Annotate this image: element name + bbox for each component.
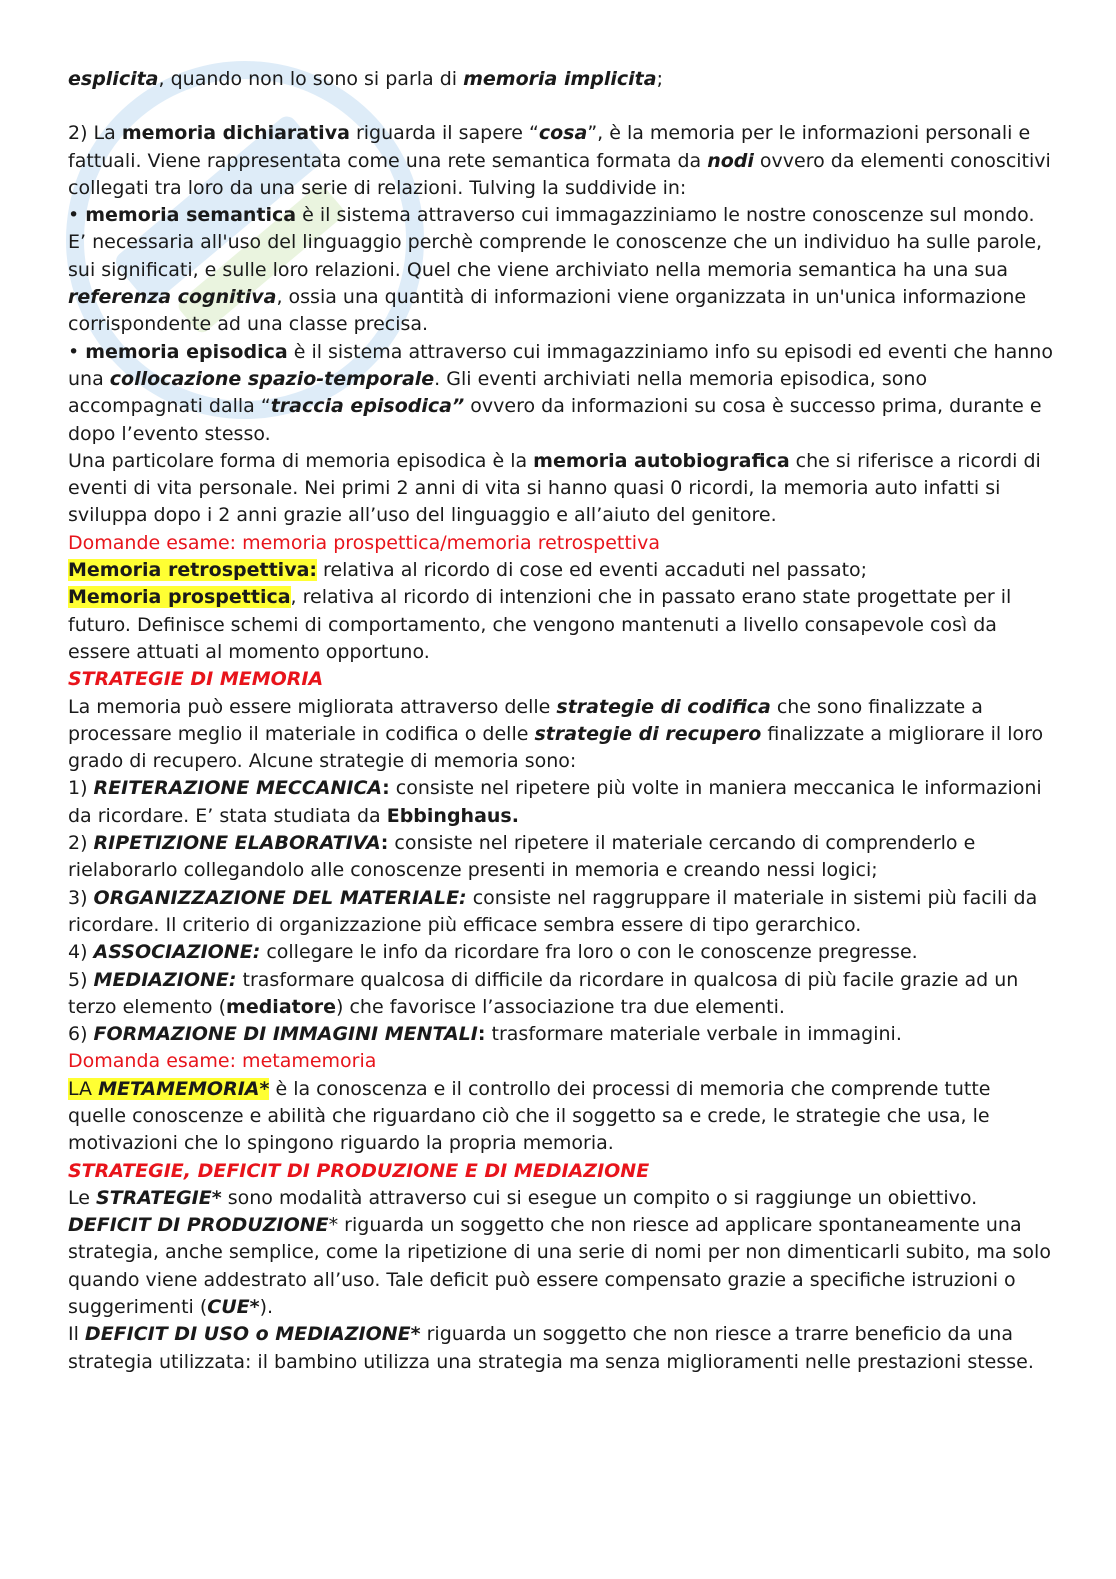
paragraph-strategie-definizione: Le STRATEGIE* sono modalità attraverso cui si esegue un compito o si raggiunge un obiettivo. [68,1186,978,1209]
document-page [68,66,1053,1376]
paragraph-implicita: esplicita, quando non lo sono si parla di memoria implicita; [68,68,663,90]
heading-strategie-deficit: STRATEGIE, DEFICIT DI PRODUZIONE E DI MEDIAZIONE [68,1159,650,1182]
list-item-mediazione: 5) MEDIAZIONE: trasformare qualcosa di difficile da ricordare in qualcosa di più facile grazie ad un terzo elemento (mediatore) che favorisce l’associazione tra due elementi. [68,968,1019,1018]
paragraph-gap [68,93,1053,120]
paragraph-memoria-retrospettiva: Memoria retrospettiva: relativa al ricordo di cose ed eventi accaduti nel passato; [68,559,868,582]
list-item-organizzazione: 3) ORGANIZZAZIONE DEL MATERIALE: consiste nel raggruppare il materiale in sistemi più facili da ricordare. Il criterio di organizzazione più efficace sembra essere di tipo gerarchico. [68,886,1038,936]
heading-strategie-memoria: STRATEGIE DI MEMORIA [68,668,324,691]
paragraph-memoria-prospettica: Memoria prospettica, relativa al ricordo di intenzioni che in passato erano state progettate per il futuro. Definisce schemi di comportamento, che vengono mantenuti a livello consapevole così da essere attuati al momento opportuno. [68,586,1012,663]
exam-question-prospettica: Domande esame: memoria prospettica/memoria retrospettiva [68,531,660,554]
paragraph-metamemoria: LA METAMEMORIA* è la conoscenza e il controllo dei processi di memoria che comprende tutte quelle conoscenze e abilità che riguardano ciò che il soggetto sa e crede, le strategie che usa, le motivazioni che lo spingono riguardo la propria memoria. [68,1077,991,1155]
bullet-memoria-semantica: • memoria semantica è il sistema attraverso cui immagazziniamo le nostre conoscenze sul mondo. E’ necessaria all'uso del linguaggio perchè comprende le conoscenze che un individuo ha sulle parole, sui significati, e sulle loro relazioni. Quel che viene archiviato nella memoria semantica ha una sua referenza cognitiva, ossia una quantità di informazioni viene organizzata in un'unica informazione corrispondente ad una classe precisa. [68,204,1043,336]
list-item-reiterazione: 1) REITERAZIONE MECCANICA: consiste nel ripetere più volte in maniera meccanica le informazioni da ricordare. E’ stata studiata da Ebbinghaus. [68,777,1042,827]
exam-question-metamemoria: Domanda esame: metamemoria [68,1050,377,1073]
list-item-associazione: 4) ASSOCIAZIONE: collegare le info da ricordare fra loro o con le conoscenze pregresse. [68,941,918,964]
paragraph-memoria-autobiografica: Una particolare forma di memoria episodica è la memoria autobiografica che si riferisce a ricordi di eventi di vita personale. Nei primi 2 anni di vita si hanno quasi 0 ricordi, la memoria auto infatti si sviluppa dopo i 2 anni grazie all’uso del linguaggio e all’aiuto del genitore. [68,449,1041,527]
paragraph-strategie-intro: La memoria può essere migliorata attraverso delle strategie di codifica che sono finalizzate a processare meglio il materiale in codifica o delle strategie di recupero finalizzate a migliorare il loro grado di recupero. Alcune strategie di memoria sono: [68,695,1044,773]
list-item-ripetizione: 2) RIPETIZIONE ELABORATIVA: consiste nel ripetere il materiale cercando di comprenderlo e rielaborarlo collegandolo alle conoscenze presenti in memoria e creando nessi logici; [68,832,976,882]
bullet-memoria-episodica: • memoria episodica è il sistema attraverso cui immagazziniamo info su episodi ed eventi che hanno una collocazione spazio-temporale. Gli eventi archiviati nella memoria episodica, sono accompagnati dalla “traccia episodica” ovvero da informazioni su cosa è successo prima, durante e dopo l’evento stesso. [68,340,1053,445]
paragraph-deficit-produzione: DEFICIT DI PRODUZIONE* riguarda un soggetto che non riesce ad applicare spontaneamente una strategia, anche semplice, come la ripetizione di una serie di nomi per non dimenticarli subito, ma solo quando viene addestrato all’uso. Tale deficit può essere compensato grazie a specifiche istruzioni o suggerimenti (CUE*). [68,1214,1051,1319]
paragraph-deficit-mediazione: Il DEFICIT DI USO o MEDIAZIONE* riguarda un soggetto che non riesce a trarre beneficio da una strategia utilizzata: il bambino utilizza una strategia ma senza miglioramenti nelle prestazioni stesse. [68,1323,1034,1373]
paragraph-memoria-dichiarativa: 2) La memoria dichiarativa riguarda il sapere “cosa”, è la memoria per le informazioni personali e fattuali. Viene rappresentata come una rete semantica formata da nodi ovvero da elementi conoscitivi collegati tra loro da una serie di relazioni. Tulving la suddivide in: [68,122,1051,199]
list-item-immagini-mentali: 6) FORMAZIONE DI IMMAGINI MENTALI: trasformare materiale verbale in immagini. [68,1023,902,1046]
